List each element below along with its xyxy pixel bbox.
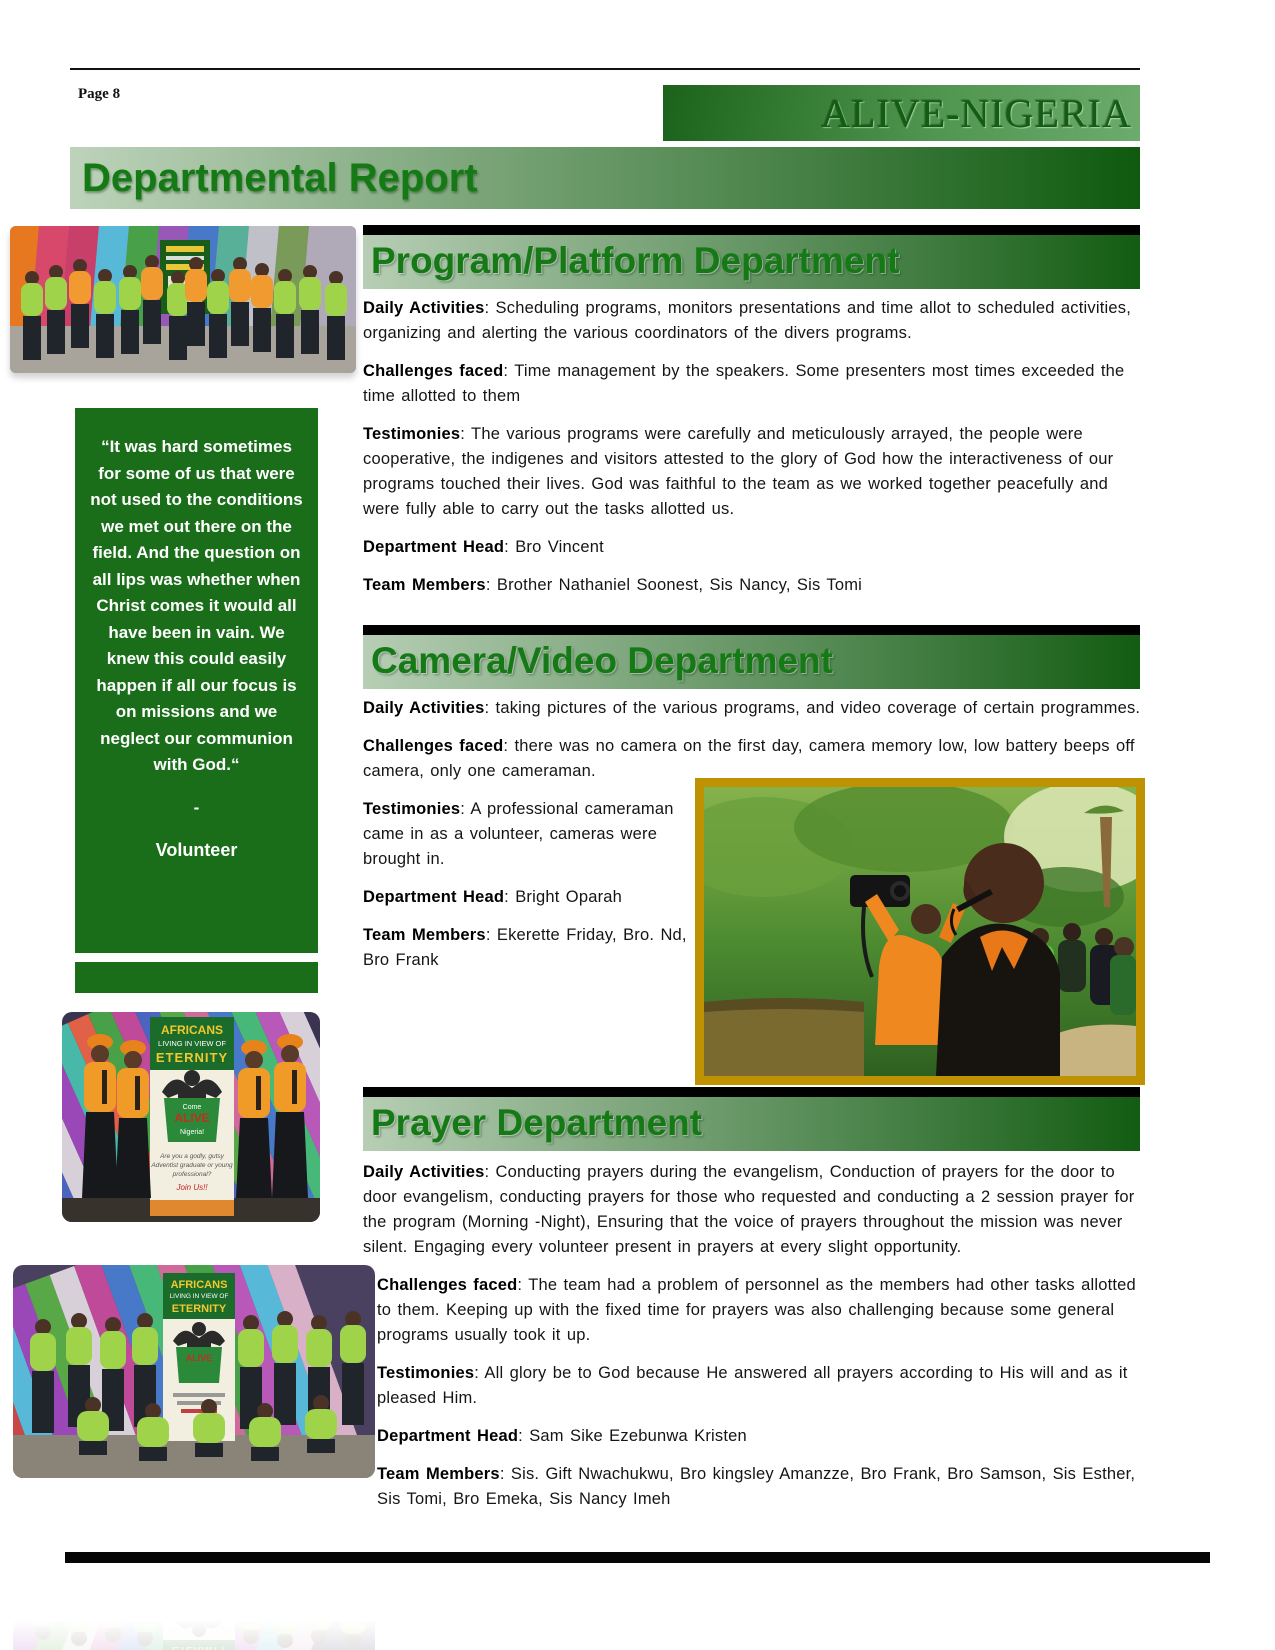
page-title-banner [70, 147, 1140, 209]
section-header-camera-video [363, 625, 1140, 689]
item-label: Department Head [377, 1427, 519, 1445]
item-text: : All glory be to God because He answered all prayers according to His will and as it pleased Him. [377, 1364, 1128, 1407]
item-text: : Ekerette Friday, Bro. Nd, Bro Frank [363, 926, 687, 969]
item-label: Challenges faced [363, 737, 504, 755]
item-text: : Sam Sike Ezebunwa Kristen [518, 1427, 747, 1445]
department-head-item [377, 1424, 1143, 1449]
brand-title: ALIVE-NIGERIA [821, 91, 1132, 136]
item-text: : The team had a problem of personnel as the members had other tasks allotted to them. Keeping up with the fixed time for prayers was also challenging because some general programs usually took it up. [377, 1276, 1136, 1344]
item-text: : Sis. Gift Nwachukwu, Bro kingsley Amanzze, Bro Frank, Bro Samson, Sis Esther, Sis Tomi, Bro Emeka, Sis Nancy Imeh [377, 1465, 1136, 1508]
item-text: : there was no camera on the first day, camera memory low, low battery beeps off camera, only one cameraman. [363, 737, 1135, 780]
banner-line2: LIVING IN VIEW OF [169, 1293, 229, 1300]
item-text: : Time management by the speakers. Some presenters most times exceeded the time allotted to them [363, 362, 1125, 405]
item-label: Team Members [363, 576, 486, 594]
green-divider-bar [75, 962, 318, 993]
testimonies-item [363, 422, 1143, 522]
banner-alive: ALIVE [185, 1353, 213, 1363]
item-text: : taking pictures of the various programs, and video coverage of certain programmes. [484, 699, 1141, 717]
photo-group-top-art [10, 226, 356, 373]
item-text: : Scheduling programs, monitors presentations and time allot to scheduled activities, organizing and alerting the various coordinators of the divers programs. [363, 299, 1131, 342]
page-title: Departmental Report [82, 156, 478, 200]
challenges-item [363, 734, 1143, 784]
photo-cameraman-art [704, 787, 1136, 1076]
section-title: Camera/Video Department [371, 640, 833, 681]
item-label: Department Head [363, 888, 505, 906]
photo-banner-volunteers [62, 1012, 320, 1222]
banner-nigeria: Nigeria! [179, 1129, 205, 1136]
item-label: Department Head [363, 538, 505, 556]
section-header-program-platform [363, 225, 1140, 289]
challenges-item [377, 1273, 1143, 1348]
banner-line2: LIVING IN VIEW OF [158, 1039, 226, 1048]
banner-line3: ETERNITY [171, 1303, 227, 1315]
photo-cameraman [695, 778, 1145, 1085]
photo-group-top [10, 226, 356, 373]
item-label: Daily Activities [363, 299, 485, 317]
volunteer-quote-box [75, 408, 318, 953]
banner-line1: AFRICANS [170, 1279, 228, 1291]
item-label: Testimonies [363, 800, 461, 818]
section-body-program-platform [363, 296, 1143, 611]
daily-activities-item [363, 1160, 1143, 1260]
section-title: Prayer Department [371, 1102, 703, 1143]
banner-join: Join Us!! [176, 1183, 208, 1192]
item-label: Testimonies [377, 1364, 475, 1382]
team-members-item [377, 1462, 1143, 1512]
banner-line1: AFRICANS [161, 1023, 223, 1037]
page-number: Page 8 [78, 86, 121, 102]
banner-tag1: Are you a godly, gutsy [160, 1153, 224, 1160]
item-label: Daily Activities [363, 1163, 485, 1181]
item-text: : A professional cameraman came in as a volunteer, cameras were brought in. [363, 800, 674, 868]
item-text: : The various programs were carefully and meticulously arrayed, the people were cooperative, the indigenes and visitors attested to the glory of God how the interactiveness of our programs touched their lives. God was faithful to the team as we worked together peacefully and were fully able to carry out the tasks allotted us. [363, 425, 1114, 518]
section-body-prayer [363, 1160, 1143, 1525]
section-header-prayer [363, 1087, 1140, 1151]
photo-group-bottom-art [13, 1265, 375, 1478]
item-label: Team Members [377, 1465, 500, 1483]
banner-come: Come [182, 1104, 202, 1111]
banner-tag3: professional? [172, 1171, 212, 1178]
quote-text: “It was hard sometimes for some of us that were not used to the conditions we met out there on the field. And the question on all lips was whether when Christ comes it would all have been in vain. We knew this could easily happen if all our focus is on missions and we neglect our communion with God.“ [90, 437, 303, 774]
banner-alive: ALIVE [174, 1111, 210, 1125]
team-members-item [363, 573, 1143, 598]
department-head-item [363, 535, 1143, 560]
department-head-item [363, 885, 693, 910]
item-label: Team Members [363, 926, 486, 944]
top-rule [70, 68, 1140, 70]
photo-banner-volunteers-art [62, 1012, 320, 1222]
item-label: Challenges faced [363, 362, 504, 380]
daily-activities-item [363, 696, 1143, 721]
photo-group-bottom [13, 1265, 375, 1478]
challenges-item [363, 359, 1143, 409]
quote-dash: - [193, 797, 200, 817]
item-text: : Brother Nathaniel Soonest, Sis Nancy, Sis Tomi [485, 576, 863, 594]
item-text: : Conducting prayers during the evangelism, Conduction of prayers for the door to door evangelism, conducting prayers for those who requested and conducting a 2 session prayer for the program (Morning -Night), Ensuring that the voice of prayers throughout the mission was never silent. Engaging every volunteer present in prayers at every slight opportunity. [363, 1163, 1135, 1256]
camera-text-column [363, 797, 693, 973]
item-label: Challenges faced [377, 1276, 518, 1294]
daily-activities-item [363, 296, 1143, 346]
brand-banner [663, 85, 1140, 141]
item-text: : Bro Vincent [504, 538, 604, 556]
banner-line3: ETERNITY [155, 1050, 229, 1065]
quote-attribution: Volunteer [155, 840, 238, 860]
banner-tag2: Adventist graduate or young [151, 1162, 233, 1169]
testimonies-item [377, 1361, 1143, 1411]
item-label: Testimonies [363, 425, 461, 443]
bottom-divider-bar [65, 1552, 1210, 1563]
item-label: Daily Activities [363, 699, 485, 717]
testimonies-item [363, 797, 693, 872]
section-title: Program/Platform Department [371, 240, 900, 281]
team-members-item [363, 923, 693, 973]
item-text: : Bright Oparah [504, 888, 623, 906]
